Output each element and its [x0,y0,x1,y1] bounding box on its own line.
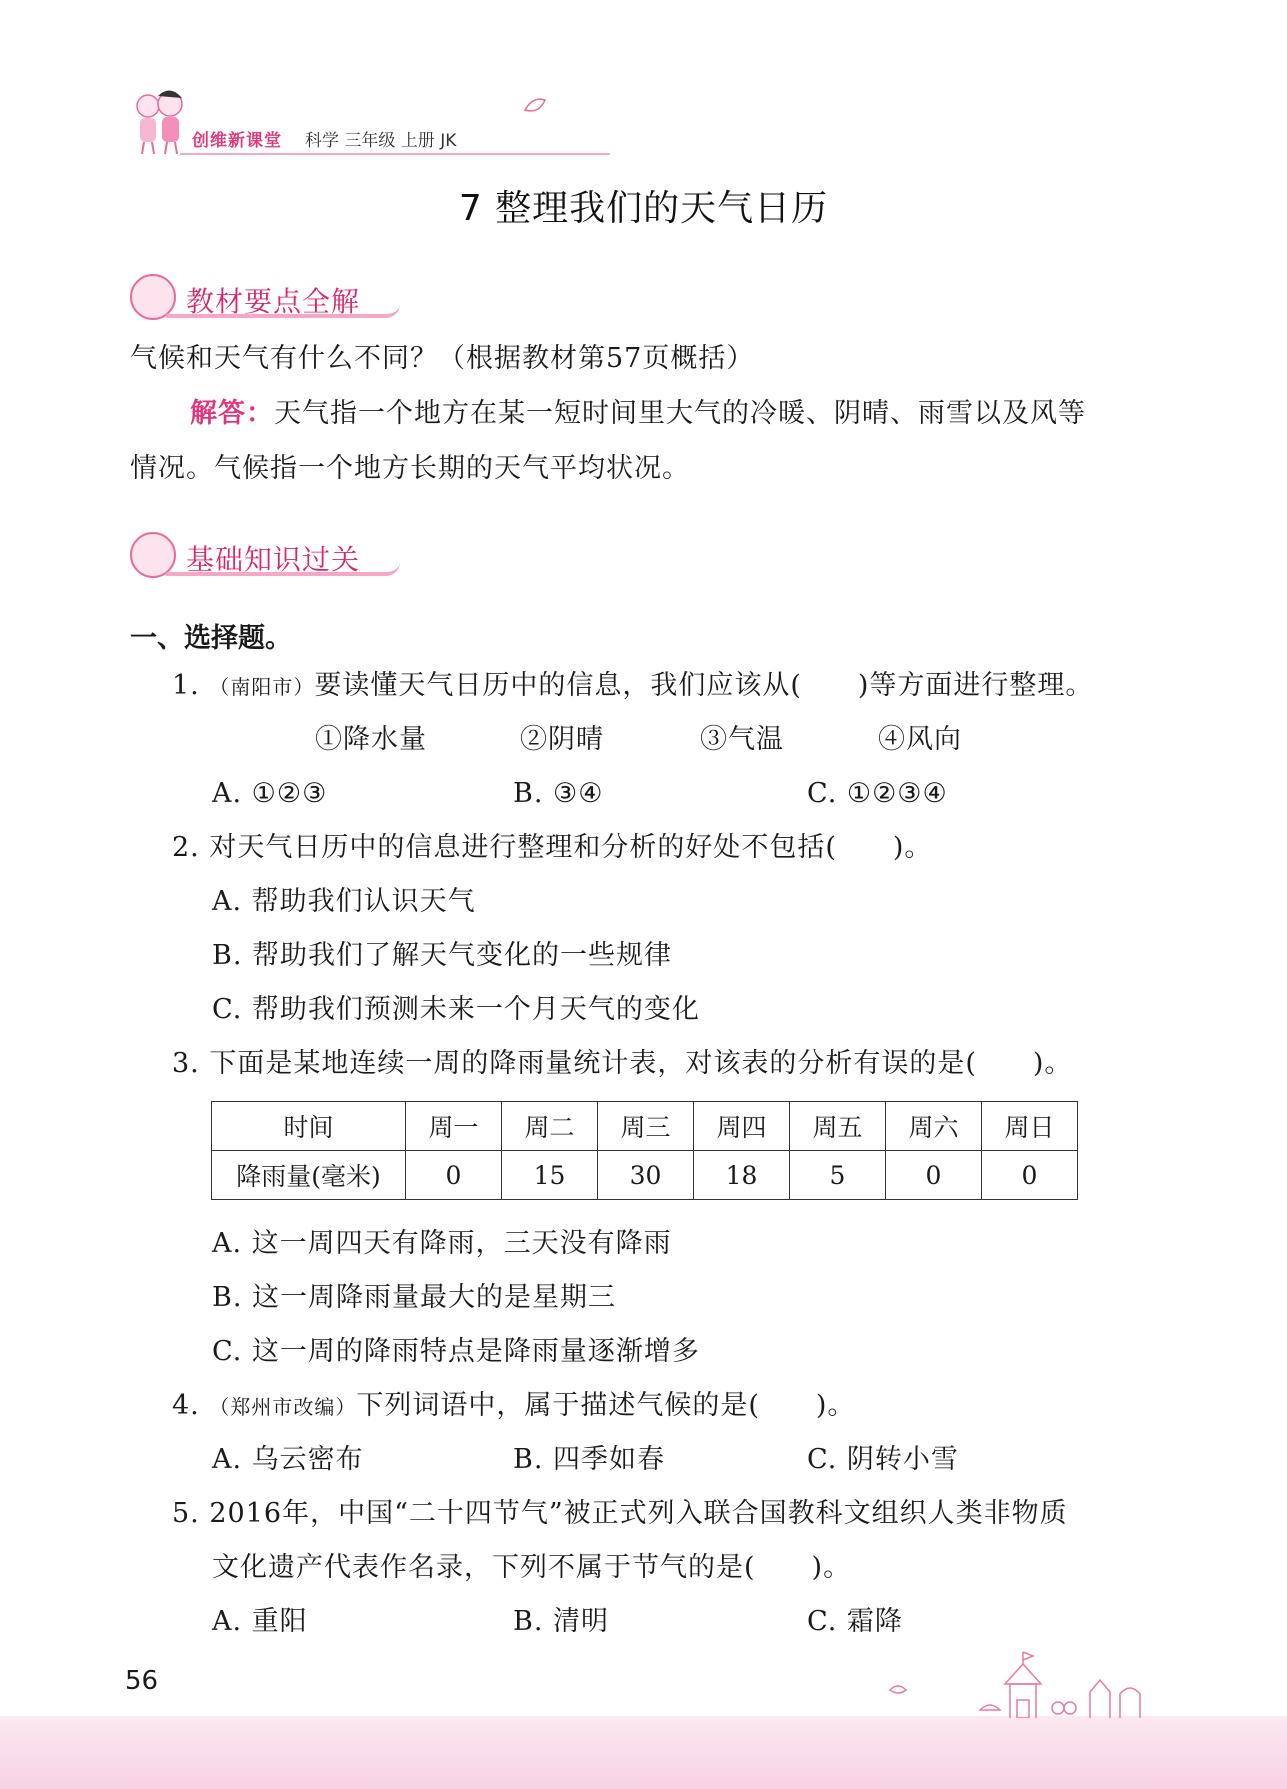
table-cell: 5 [790,1151,886,1200]
question-number: 4. [172,1390,200,1421]
page-number: 56 [125,1666,159,1696]
table-cell: 0 [406,1151,502,1200]
table-header-cell: 周日 [982,1102,1078,1151]
question-stem: 下列词语中，属于描述气候的是( )。 [356,1390,856,1421]
table-cell: 18 [694,1151,790,1200]
question-4 [172,1392,855,1419]
table-cell: 0 [982,1151,1078,1200]
question-stem: 下面是某地连续一周的降雨量统计表，对该表的分析有误的是( )。 [209,1048,1073,1079]
question-3 [172,1050,1072,1077]
brand-name: 创维新课堂 [192,131,282,151]
q1-option-c: C. ①②③④ [807,778,948,809]
q5-option-a: A. 重阳 [212,1606,308,1637]
question-1 [172,672,1093,699]
q4-option-b: B. 四季如春 [513,1444,666,1475]
lesson-title: 7 整理我们的天气日历 [458,188,829,229]
table-cell: 0 [886,1151,982,1200]
question-stem: 对天气日历中的信息进行整理和分析的好处不包括( )。 [209,832,933,863]
question-number: 3. [172,1048,200,1079]
header-divider [180,153,610,155]
table-header-cell: 周一 [406,1102,502,1151]
q5-option-c: C. 霜降 [807,1606,903,1637]
key-answer-line2: 情况。气候指一个地方长期的天气平均状况。 [130,453,690,484]
question-source: （南阳市） [209,675,315,699]
q2-option-b: B. 帮助我们了解天气变化的一些规律 [212,940,673,971]
section-title: 教材要点全解 [186,285,361,318]
table-header-cell: 周五 [790,1102,886,1151]
question-number: 1. [172,670,200,701]
question-stem: 要读懂天气日历中的信息，我们应该从( )等方面进行整理。 [314,670,1094,701]
question-2 [172,834,932,861]
key-question: 气候和天气有什么不同？（根据教材第57页概括） [130,343,755,374]
leaf-decoration-icon [522,96,548,116]
question-number: 2. [172,832,200,863]
q3-option-c: C. 这一周的降雨特点是降雨量逐渐增多 [212,1336,700,1367]
q1-option-b: B. ③④ [513,778,604,809]
rainfall-table [211,1101,1078,1200]
kids-mascot-icon [130,84,190,156]
footer-band [0,1716,1287,1789]
table-header-cell: 周四 [694,1102,790,1151]
page-header [130,84,530,159]
key-answer-line1 [190,400,1086,427]
q3-option-a: A. 这一周四天有降雨，三天没有降雨 [212,1228,672,1259]
q1-item: ④风向 [878,724,962,755]
q1-item: ①降水量 [315,724,427,755]
question-5-line2: 文化遗产代表作名录，下列不属于节气的是( )。 [212,1552,852,1583]
question-stem: 2016年，中国“二十四节气”被正式列入联合国教科文组织人类非物质 [209,1498,1068,1529]
exercise-heading: 一、选择题。 [130,623,292,654]
section-banner-key-points [130,274,410,320]
q2-option-a: A. 帮助我们认识天气 [212,886,476,917]
q4-option-c: C. 阴转小雪 [807,1444,959,1475]
table-row [212,1151,1078,1200]
table-cell: 30 [598,1151,694,1200]
q1-option-a: A. ①②③ [212,778,328,809]
castle-decoration-icon [880,1650,1180,1718]
q5-option-b: B. 清明 [513,1606,610,1637]
question-source: （郑州市改编） [209,1395,357,1419]
q4-option-a: A. 乌云密布 [212,1444,364,1475]
table-cell: 15 [502,1151,598,1200]
answer-text: 天气指一个地方在某一短时间里大气的冷暖、阴晴、雨雪以及风等 [274,398,1086,429]
section-banner-basics [130,532,410,578]
section-title: 基础知识过关 [186,543,361,576]
question-5 [172,1500,1068,1527]
table-header-cell: 周三 [598,1102,694,1151]
table-header-row [212,1102,1078,1151]
subject-label: 科学 三年级 上册 JK [305,131,457,151]
table-header-cell: 周二 [502,1102,598,1151]
table-header-cell: 周六 [886,1102,982,1151]
question-number: 5. [172,1498,200,1529]
q2-option-c: C. 帮助我们预测未来一个月天气的变化 [212,994,700,1025]
q3-option-b: B. 这一周降雨量最大的是星期三 [212,1282,617,1313]
answer-label: 解答： [190,398,274,429]
table-cell: 降雨量(毫米) [212,1151,406,1200]
q1-item: ③气温 [700,724,784,755]
table-header-cell: 时间 [212,1102,406,1151]
q1-item: ②阴晴 [520,724,604,755]
